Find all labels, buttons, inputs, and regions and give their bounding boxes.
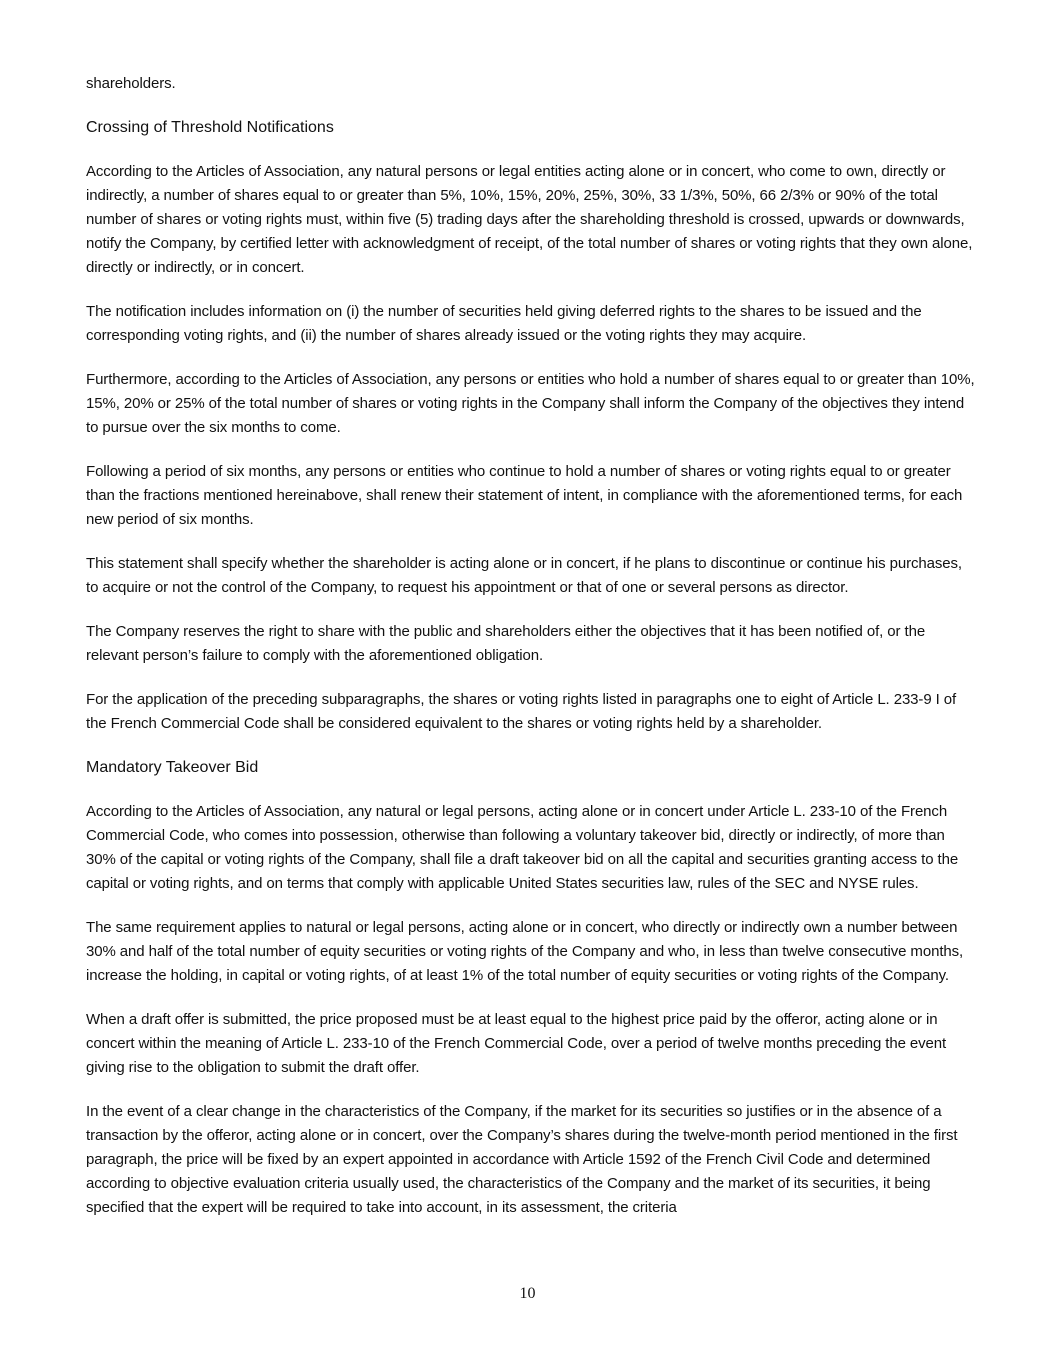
paragraph: The Company reserves the right to share with the public and shareholders either the objectives that it has been notified of, or the relevant person’s failure to comply with the aforementioned obligation.	[86, 623, 926, 664]
paragraph: According to the Articles of Association, any natural persons or legal entities acting alone or in concert, who come to own, directly or indirectly, a number of shares equal to or greater than 5%, 10%, 15%, 20%, 25%, 30%, 33 1/3%, 50%, 66 2/3% or 90% of the total number of shares or voting rights must, within five (5) trading days after the shareholding threshold is crossed, upwards or downwards, notify the Company, by certified letter with acknowledgment of receipt, of the total number of shares or voting rights that they own alone, directly or indirectly, or in concert.	[86, 163, 973, 276]
section-heading-threshold: Crossing of Threshold Notifications	[86, 119, 334, 136]
paragraph: When a draft offer is submitted, the price proposed must be at least equal to the highest price paid by the offeror, acting alone or in concert within the meaning of Article L. 233-10 of the French Commercial Code, over a period of twelve months preceding the event giving rise to the obligation to submit the draft offer.	[86, 1011, 947, 1076]
paragraph: According to the Articles of Association, any natural or legal persons, acting alone or in concert under Article L. 233-10 of the French Commercial Code, who comes into possession, otherwise than following a voluntary takeover bid, directly or indirectly, of more than 30% of the capital or voting rights of the Company, shall file a draft takeover bid on all the capital and securities granting access to the capital or voting rights, and on terms that comply with applicable United States securities law, rules of the SEC and NYSE rules.	[86, 803, 959, 892]
paragraph: Following a period of six months, any persons or entities who continue to hold a number of shares or voting rights equal to or greater than the fractions mentioned hereinabove, shall renew their statement of intent, in compliance with the aforementioned terms, for each new period of six months.	[86, 463, 963, 528]
paragraph: Furthermore, according to the Articles of Association, any persons or entities who hold a number of shares equal to or greater than 10%, 15%, 20% or 25% of the total number of shares or voting rights in the Company shall inform the Company of the objectives they intend to pursue over the six months to come.	[86, 371, 975, 436]
section-heading-takeover: Mandatory Takeover Bid	[86, 759, 259, 776]
paragraph: This statement shall specify whether the shareholder is acting alone or in concert, if he plans to discontinue or continue his purchases, to acquire or not the control of the Company, to request his appointment or that of one or several persons as director.	[86, 555, 962, 596]
document-page	[86, 72, 976, 1240]
page-number: 10	[519, 1285, 536, 1302]
paragraph: The same requirement applies to natural or legal persons, acting alone or in concert, who directly or indirectly own a number between 30% and half of the total number of equity securities or voting rights of the Company and who, in less than twelve consecutive months, increase the holding, in capital or voting rights, of at least 1% of the total number of equity securities or voting rights of the Company.	[86, 919, 964, 984]
paragraph: In the event of a clear change in the characteristics of the Company, if the market for its securities so justifies or in the absence of a transaction by the offeror, acting alone or in concert, over the Company’s shares during the twelve-month period mentioned in the first paragraph, the price will be fixed by an expert appointed in accordance with Article 1592 of the French Civil Code and determined according to objective evaluation criteria usually used, the characteristics of the Company and the market of its securities, it being specified that the expert will be required to take into account, in its assessment, the criteria	[86, 1103, 958, 1216]
paragraph: For the application of the preceding subparagraphs, the shares or voting rights listed in paragraphs one to eight of Article L. 233-9 I of the French Commercial Code shall be considered equivalent to the shares or voting rights held by a shareholder.	[86, 691, 957, 732]
paragraph: The notification includes information on (i) the number of securities held giving deferred rights to the shares to be issued and the corresponding voting rights, and (ii) the number of shares already issued or the voting rights they may acquire.	[86, 303, 922, 344]
lead-text: shareholders.	[86, 75, 176, 92]
